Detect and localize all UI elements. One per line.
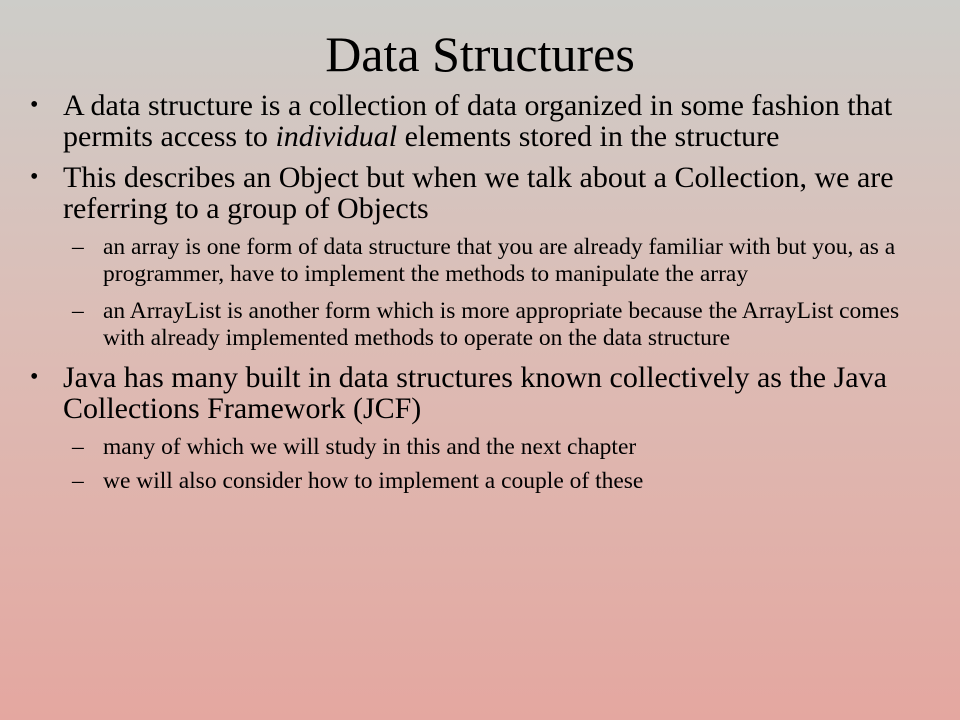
bullet-2 — [30, 162, 930, 224]
sub-bullet-3-1-text: many of which we will study in this and the next chapter — [103, 434, 637, 460]
bullet-3-text: Java has many built in data structures known collectively as the Java Collections Framework (JCF) — [63, 361, 887, 425]
sub-bullet-3-2-text: we will also consider how to implement a couple of these — [103, 468, 644, 494]
sub-bullet-2-1-text: an array is one form of data structure that you are already familiar with but you, as a programmer, have to implement the methods to manipulate the array — [103, 234, 896, 287]
sub-bullet-mark: – — [72, 234, 84, 260]
sub-bullet-3-1 — [30, 434, 930, 461]
slide-content — [30, 90, 930, 502]
bullet-1-text-start: A data structure is a collection of data organized in some fashion that permits access to — [63, 89, 893, 153]
sub-bullet-mark: – — [72, 298, 84, 324]
sub-bullet-3-2 — [30, 468, 930, 495]
bullet-1-text-italic: individual — [275, 120, 398, 153]
sub-bullet-2-1 — [30, 234, 930, 288]
bullet-2-text: This describes an Object but when we talk about a Collection, we are referring to a group of Objects — [63, 161, 894, 225]
bullet-mark: • — [30, 364, 39, 390]
sub-bullet-2-2-text: an ArrayList is another form which is more appropriate because the ArrayList comes with already implemented methods to operate on the data structure — [103, 298, 900, 351]
bullet-mark: • — [30, 164, 39, 190]
bullet-mark: • — [30, 92, 39, 118]
sub-bullet-mark: – — [72, 434, 84, 460]
slide-title: Data Structures — [325, 26, 635, 82]
bullet-3 — [30, 362, 930, 424]
bullet-1-text-end: elements stored in the structure — [397, 120, 780, 153]
bullet-1 — [30, 90, 930, 152]
sub-bullet-mark: – — [72, 468, 84, 494]
sub-bullet-2-2 — [30, 298, 930, 352]
